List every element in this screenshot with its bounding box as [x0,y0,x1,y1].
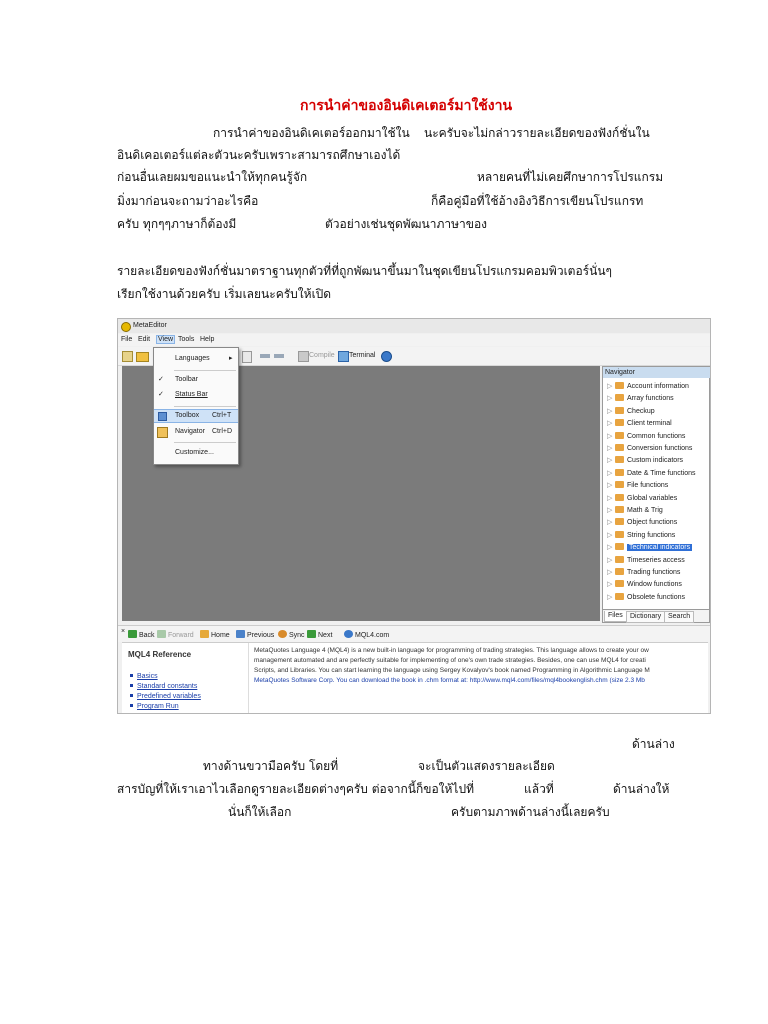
menu-shortcut: Ctrl+D [212,428,233,435]
tab-files[interactable]: Files [604,611,627,622]
open-folder-icon[interactable] [136,352,149,362]
help-link-label: Program Run [137,703,179,710]
book-icon [615,518,624,525]
navigator-item[interactable] [607,579,682,591]
new-file-icon[interactable] [122,351,133,362]
menu-separator [174,442,236,443]
forward-button[interactable] [157,630,194,639]
metaeditor-screenshot [117,318,711,714]
help-link-label: Standard constants [137,683,198,690]
menu-separator [174,406,236,407]
bullet-icon [130,684,133,687]
expand-arrow-icon[interactable]: ▷ [607,581,613,589]
navigator-item-label: Math & Trig [627,507,663,514]
back-button[interactable] [128,630,155,639]
navigator-item[interactable] [607,381,689,393]
window-titlebar [118,319,710,333]
text-line: ด้านล่าง [632,737,675,751]
navigator-item[interactable] [607,480,668,492]
compile-button[interactable]: Compile [309,352,335,359]
help-heading: MQL4 Reference [128,650,192,659]
menu-view[interactable]: View [158,336,174,343]
text-line: อินดิเคอเตอร์แต่ละตัวนะครับเพราะสามารถศึกษาเองได้ [117,148,401,162]
navigator-item[interactable] [607,592,685,604]
navigator-item-label: Common functions [627,432,686,440]
help-globe-icon[interactable] [381,351,392,362]
book-icon [615,593,624,600]
expand-arrow-icon[interactable]: ▷ [607,432,613,440]
expand-arrow-icon[interactable]: ▷ [607,519,613,527]
navigator-item[interactable] [607,530,675,542]
navigator-item-label: Trading functions [627,569,681,576]
book-icon [615,407,624,414]
submenu-arrow-icon: ▸ [229,355,233,362]
expand-arrow-icon[interactable]: ▷ [607,395,613,403]
text-line: ครับ ทุกๆๆภาษาก็ต้องมี [117,217,237,231]
navigator-item-label: Timeseries access [627,556,685,564]
book-icon [615,444,624,451]
text-line: หลายคนที่ไม่เคยศึกษาการโปรแกรม [477,170,664,184]
sync-label: Sync [289,632,305,639]
navigator-item[interactable] [607,542,692,554]
book-icon [615,469,624,476]
view-menu-toolbox[interactable] [154,409,238,423]
navigator-item[interactable] [607,418,672,430]
book-icon [615,531,624,538]
text-line: ทางด้านขวามือครับ โดยที่ [203,759,339,773]
tab-dictionary[interactable]: Dictionary [626,611,665,623]
navigator-item-label: String functions [627,531,676,539]
book-icon [615,432,624,439]
terminal-icon[interactable] [338,351,349,362]
text-line: ก่อนอื่นเลยผมขอแนะนำให้ทุกคนรู้จัก [117,170,308,184]
help-link-label: Basics [137,673,158,680]
home-icon [200,630,209,638]
text-line: การนำค่าของอินดิเคเตอร์ออกมาใช้ใน [213,126,410,140]
help-link-predefined-variables[interactable] [130,693,201,700]
bullet-icon [130,674,133,677]
book-icon [615,419,624,426]
menu-edit[interactable]: Edit [138,336,151,343]
menu-shortcut: Ctrl+T [212,412,232,419]
next-label: Next [318,632,333,639]
menu-separator [174,370,236,371]
sync-icon [278,630,287,638]
navigator-item[interactable] [607,555,685,567]
expand-arrow-icon[interactable]: ▷ [607,556,613,564]
check-icon: ✓ [158,391,164,398]
navigator-item[interactable] [607,431,685,443]
expand-arrow-icon[interactable]: ▷ [607,494,613,502]
help-content [122,642,708,714]
navigator-item[interactable] [607,567,680,579]
navigator-tabs [603,609,709,622]
forward-arrow-icon[interactable] [274,354,284,358]
navigator-item-label: Custom indicators [627,457,684,465]
terminal-button[interactable]: Terminal [349,352,376,359]
text-line: ครับตามภาพด้านล่างนี้เลยครับ [451,805,610,819]
navigator-item[interactable] [607,468,695,480]
menu-tools[interactable]: Tools [178,336,195,343]
expand-arrow-icon[interactable]: ▷ [607,420,613,428]
book-icon [615,506,624,513]
bullet-icon [130,694,133,697]
navigator-item-label: Date & Time functions [627,469,696,477]
forward-label: Forward [168,632,194,639]
navigator-header: Navigator [603,367,711,378]
book-icon [615,382,624,389]
text-line: รายละเอียดของฟังก์ชั่นมาตราฐานทุกตัวที่ที่ถูกพัฒนาขึ้นมาในชุดเขียนโปรแกรมคอมพิวเตอร์นั่นๆ [117,264,612,278]
menu-item-label: Customize... [175,449,214,456]
menu-file[interactable]: File [121,336,133,343]
menu-help[interactable]: Help [200,336,215,343]
document-title: การนำค่าของอินดิเคเตอร์มาใช้งาน [300,98,513,114]
book-icon [615,543,624,550]
expand-arrow-icon[interactable]: ▷ [607,482,613,490]
navigator-item[interactable] [607,393,674,405]
navigator-item-label: Window functions [627,581,682,589]
help-contents-pane [122,643,249,714]
view-menu-toolbar[interactable] [154,373,238,387]
text-line: สารบัญที่ให้เราเอาไวเลือกดูรายละเอียดต่างๆครับ ต่อจากนี้ก็ขอให้ไปที่ [117,782,474,796]
sync-button[interactable] [278,630,305,639]
expand-arrow-icon[interactable]: ▷ [607,445,613,452]
navigator-item-label: Object functions [627,519,678,527]
expand-arrow-icon[interactable]: ▷ [607,407,613,415]
back-arrow-icon[interactable] [260,354,270,358]
book-icon [615,568,624,575]
home-label: Home [211,632,230,639]
help-toolbar [118,625,710,642]
navigator-item-label: Client terminal [627,420,672,428]
navigator-panel [602,366,710,623]
expand-arrow-icon[interactable]: ▷ [607,457,613,465]
text-line: จะเป็นตัวแสดงรายละเอียด [418,759,555,773]
text-line: นะครับจะไม่กล่าวรายละเอียดของฟังก์ชั่นใน [424,126,650,140]
previous-label: Previous [247,632,275,639]
help-paragraph-line: Scripts, and Libraries. You can start learning the language using Sergey Kovalyov's book named Programming in Algorithmic Language M [254,667,650,674]
globe-icon [344,630,353,638]
view-menu-languages[interactable] [154,352,238,366]
copy-icon[interactable] [242,351,252,363]
next-icon [307,630,316,638]
view-menu-dropdown [153,347,239,465]
navigator-item[interactable] [607,493,677,505]
help-link-standard-constants[interactable] [130,683,197,690]
expand-arrow-icon[interactable]: ▷ [607,569,613,576]
expand-arrow-icon[interactable]: ▷ [607,593,613,601]
help-link-label: Predefined variables [137,693,201,700]
compile-icon[interactable] [298,351,309,362]
book-icon [615,556,624,563]
menu-item-label: Toolbar [175,376,198,383]
text-line: มิ่งมาก่อนจะถามว่าอะไรคือ [117,194,259,208]
previous-button[interactable] [236,630,274,639]
navigator-item-label: Global variables [627,494,678,502]
text-line: ก็คือคู่มือที่ใช้อ้างอิงวิธีการเขียนโปรแกรท [431,194,644,208]
view-menu-navigator[interactable] [154,425,238,439]
navigator-icon [157,427,168,438]
help-paragraph-line: MetaQuotes Language 4 (MQL4) is a new built-in language for programming of trading strategies. This language allows to create your ow [254,647,649,654]
toolbox-icon [158,412,167,421]
menu-item-label: Navigator [175,428,205,435]
expand-arrow-icon[interactable]: ▷ [607,469,613,477]
home-button[interactable] [200,630,230,639]
help-link-program-run[interactable] [130,703,179,710]
forward-icon [157,630,166,638]
mql4-site-label: MQL4.com [355,632,390,639]
view-menu-customize[interactable] [154,446,238,460]
book-icon [615,456,624,463]
book-icon [615,494,624,501]
navigator-item-label: Conversion functions [627,445,693,452]
bullet-icon [130,704,133,707]
menu-item-label: Status Bar [175,391,208,398]
navigator-item-label: Technical indicators [629,544,691,552]
expand-arrow-icon[interactable]: ▷ [607,531,613,539]
next-button[interactable] [307,630,332,639]
book-icon [615,394,624,401]
text-line: เรียกใช้งานด้วยครับ เริ่มเลยนะครับให้เปิด [117,287,332,301]
check-icon: ✓ [158,376,164,383]
text-line: แล้วที่ [524,782,554,796]
window-title: MetaEditor [133,322,167,329]
mql4-site-button[interactable] [344,630,389,639]
book-icon [615,580,624,587]
navigator-item-label: Checkup [627,407,655,415]
expand-arrow-icon[interactable]: ▷ [607,544,613,552]
close-icon[interactable]: × [121,628,126,635]
expand-arrow-icon[interactable]: ▷ [607,383,613,390]
navigator-item-label: Account information [627,383,689,390]
help-link-basics[interactable] [130,673,158,680]
navigator-item-label: Array functions [627,395,674,403]
back-label: Back [139,632,155,639]
help-paragraph-line: MetaQuotes Software Corp. You can download the book in .chm format at: http://www.mql4.com/files/mql4bookenglish.chm (size 2.3 Mb [254,677,645,684]
back-icon [128,630,137,638]
menu-item-label: Toolbox [175,412,200,419]
view-menu-status-bar[interactable] [154,388,238,402]
text-line: ด้านล่างให้ [613,782,670,796]
help-paragraph-line: management automated and are perfectly suitable for implementing of one's own trade strategies. Besides, one can use MQL4 for creati [254,657,646,664]
text-line: ตัวอย่างเช่นชุดพัฒนาภาษาของ [325,217,488,231]
tab-search[interactable]: Search [664,611,694,623]
navigator-item[interactable] [607,455,683,467]
app-logo-icon [121,322,131,332]
previous-icon [236,630,245,638]
expand-arrow-icon[interactable]: ▷ [607,507,613,514]
navigator-item-label: Obsolete functions [627,593,685,601]
navigator-item[interactable] [607,406,655,418]
navigator-item-label: File functions [627,482,669,490]
book-icon [615,481,624,488]
navigator-item[interactable] [607,443,692,455]
menu-bar [118,334,710,346]
navigator-item[interactable] [607,505,663,517]
text-line: นั่นก็ให้เลือก [228,805,292,819]
navigator-item[interactable] [607,517,677,529]
menu-item-label: Languages [175,355,210,362]
